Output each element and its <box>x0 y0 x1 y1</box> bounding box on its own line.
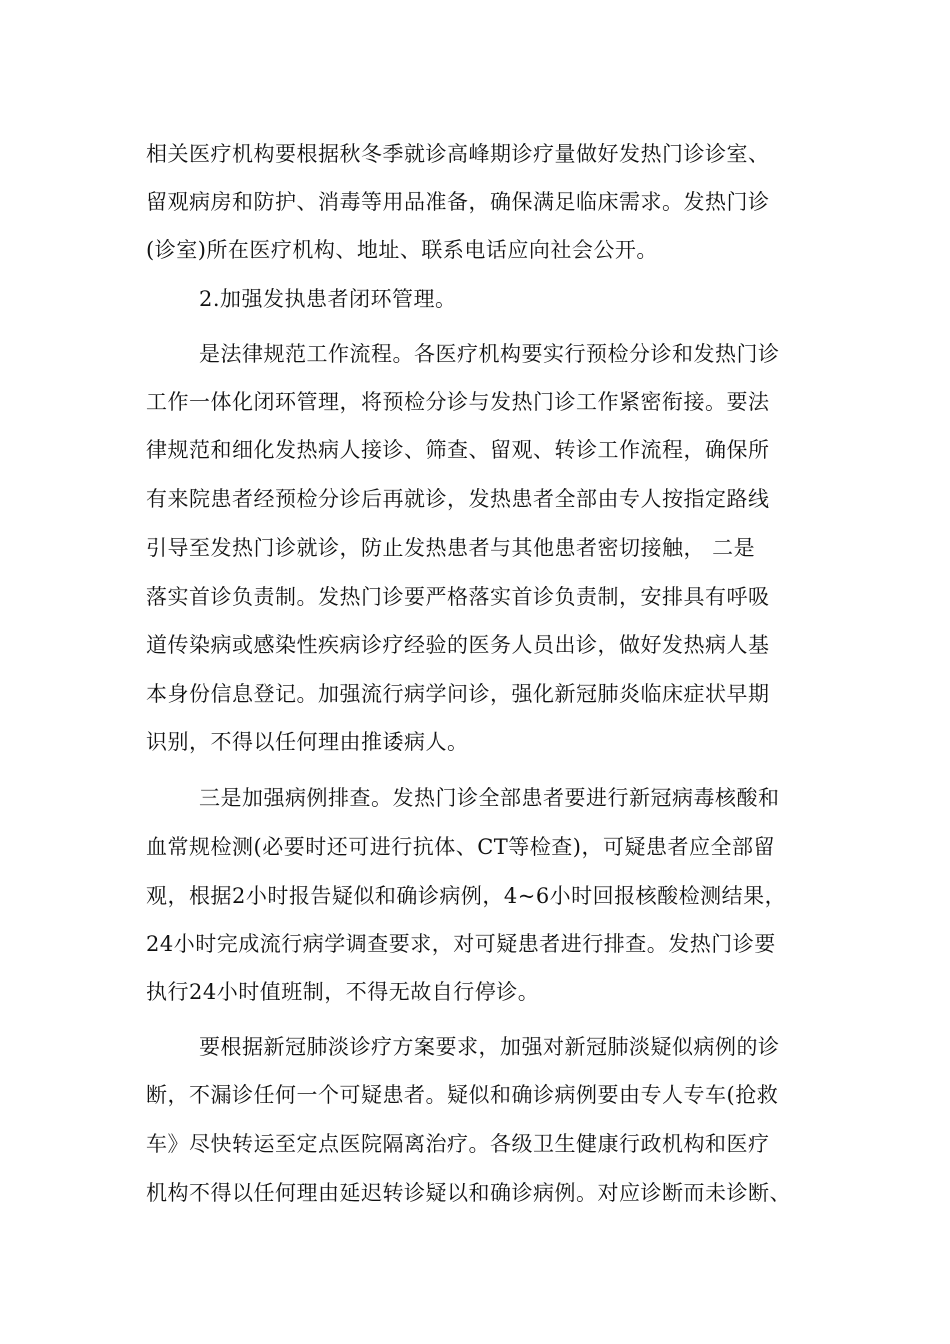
body-text-line: 观，根据2小时报告疑似和确诊病例，4~6小时回报核酸检测结果， <box>146 884 787 908</box>
body-text-line: 车》尽快转运至定点医院隔离治疗。各级卫生健康行政机构和医疗 <box>146 1132 770 1156</box>
body-text-line: 引导至发热门诊就诊，防止发热患者与其他患者密切接触， 二是 <box>146 536 756 560</box>
body-text-line: 24小时完成流行病学调查要求，对可疑患者进行排查。发热门诊要 <box>146 932 776 956</box>
body-text-line: 道传染病或感染性疾病诊疗经验的医务人员出诊，做好发热病人基 <box>146 633 770 657</box>
body-text-line: 是法律规范工作流程。各医疗机构要实行预检分诊和发热门诊 <box>199 342 780 366</box>
body-text-line: 工作一体化闭环管理，将预检分诊与发热门诊工作紧密衔接。要法 <box>146 390 770 414</box>
body-text-line: 有来院患者经预检分诊后再就诊，发热患者全部由专人按指定路线 <box>146 487 770 511</box>
body-text-line: 血常规检测(必要时还可进行抗体、CT等检查)，可疑患者应全部留 <box>146 835 775 859</box>
body-text-line: 识别，不得以任何理由推诿病人。 <box>146 730 469 754</box>
body-text-line: 要根据新冠肺淡诊疗方案要求，加强对新冠肺淡疑似病例的诊 <box>199 1035 780 1059</box>
body-text-line: 执行24小时值班制，不得无故自行停诊。 <box>146 980 540 1004</box>
body-text-line: 落实首诊负责制。发热门诊要严格落实首诊负责制，安排具有呼吸 <box>146 585 770 609</box>
section-heading: 2.加强发执患者闭环管理。 <box>199 287 457 311</box>
body-text-line: (诊室)所在医疗机构、地址、联系电话应向社会公开。 <box>146 238 658 262</box>
body-text-line: 机构不得以任何理由延迟转诊疑以和确诊病例。对应诊断而未诊断、 <box>146 1181 791 1205</box>
body-text-line: 律规范和细化发热病人接诊、筛查、留观、转诊工作流程，确保所 <box>146 438 770 462</box>
body-text-line: 三是加强病例排查。发热门诊全部患者要进行新冠病毒核酸和 <box>199 786 780 810</box>
body-text-line: 断，不漏诊任何一个可疑患者。疑似和确诊病例要由专人专车(抢救 <box>146 1083 779 1107</box>
body-text-line: 留观病房和防护、消毒等用品准备，确保满足临床需求。发热门诊 <box>146 190 770 214</box>
body-text-line: 相关医疗机构要根据秋冬季就诊高峰期诊疗量做好发热门诊诊室、 <box>146 142 770 166</box>
body-text-line: 本身份信息登记。加强流行病学问诊，强化新冠肺炎临床症状早期 <box>146 682 770 706</box>
